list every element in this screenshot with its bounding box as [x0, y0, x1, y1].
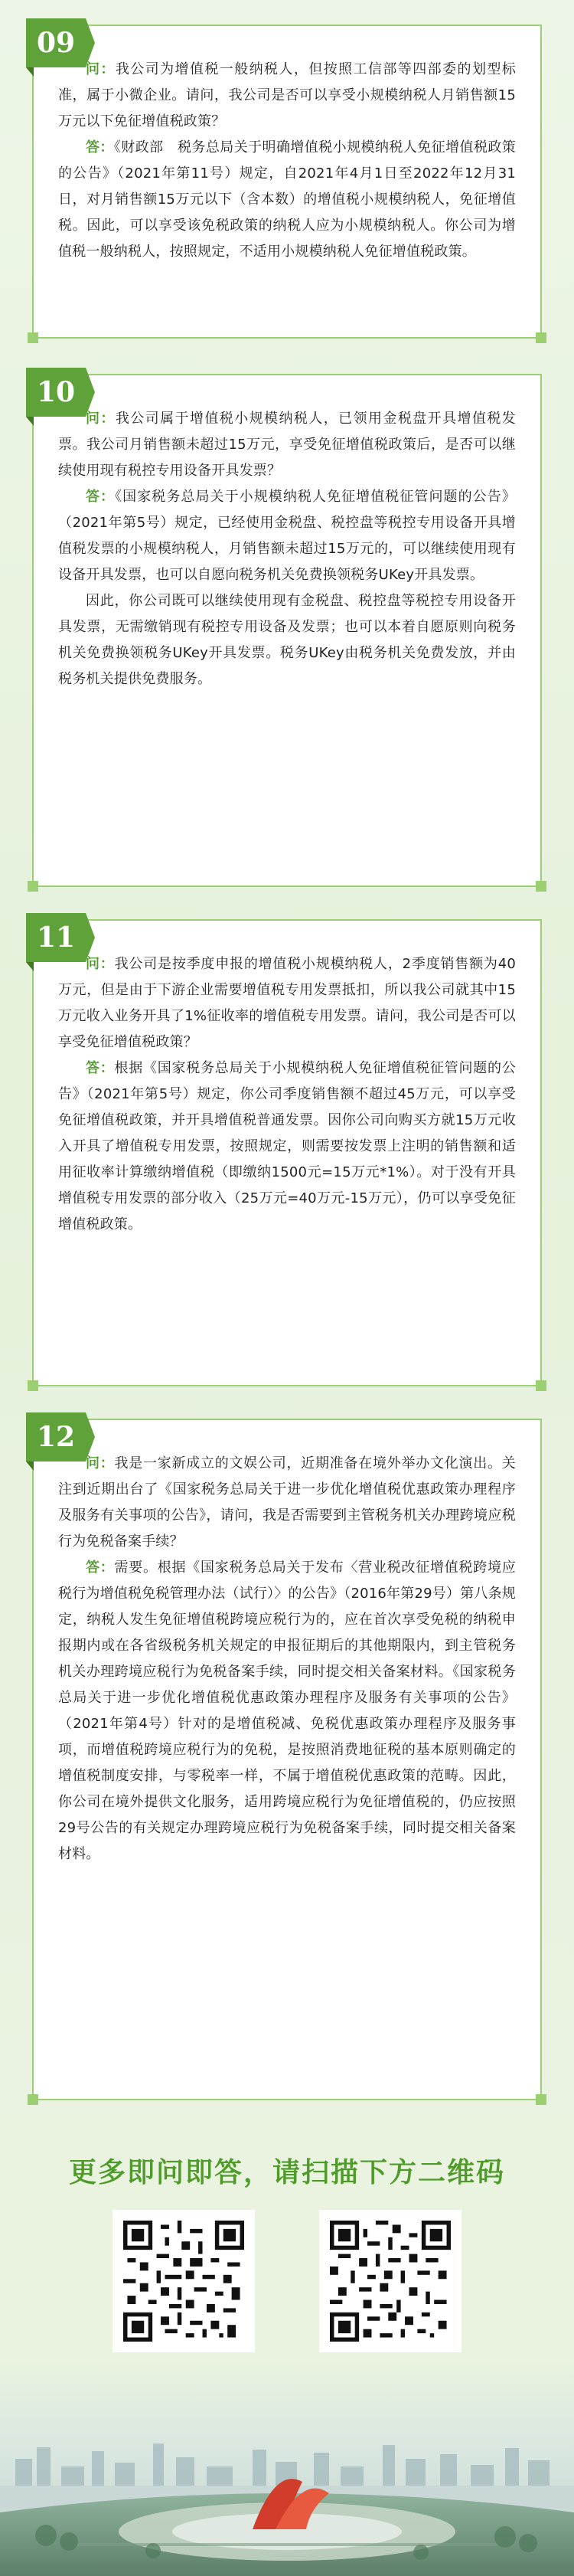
answer-paragraph: [58, 1555, 516, 1867]
footer-title: 更多即问即答，请扫描下方二维码: [68, 2156, 505, 2188]
city-skyline-illustration: [0, 2359, 574, 2576]
question-paragraph: [58, 57, 516, 135]
question-text: 我公司为增值税一般纳税人，但按照工信部等四部委的划型标准，属于小微企业。请问，我公司是否可以享受小规模纳税人月销售额15万元以下免征增值税政策？: [58, 61, 516, 129]
qr-code-image[interactable]: [113, 2210, 255, 2352]
card-number-badge: 12: [26, 1412, 86, 1461]
answer-text: 需要。根据《国家税务总局关于发布〈营业税改征增值税跨境应税行为增值税免税管理办法（试行）〉的公告》（2016年第29号）第八条规定，纳税人发生免征增值税跨境应税行为的，应在首次享受免税的纳税申报期内或在各省级税务机关规定的申报征期后的其他期限内，到主管税务机关办理跨境应税行为免税备案手续，同时提交相关备案材料。《国家税务总局关于进一步优化增值税优惠政策办理程序及服务有关事项的公告》（2021年第4号）针对的是增值税减、免税优惠政策办理程序及服务事项，而增值税跨境应税行为的免税，是按照消费地征税的基本原则确定的增值税制度安排，与零税率一样，不属于增值税优惠政策的范畴。因此，你公司在境外提供文化服务，适用跨境应税行为免征增值税的，仍应按照29号公告的有关规定办理跨境应税行为免税备案手续，同时提交相关备案材料。: [58, 1560, 516, 1862]
qr-code-image[interactable]: [319, 2210, 461, 2352]
question-label: 问：: [86, 1455, 115, 1471]
qr-code-first[interactable]: [113, 2210, 255, 2381]
answer-label: 答：: [86, 1560, 115, 1576]
card-body: [34, 921, 540, 1261]
qa-card-12: [32, 1419, 542, 2100]
card-corner-decoration: [28, 1380, 38, 1391]
question-paragraph: [58, 406, 516, 484]
card-corner-decoration: [536, 332, 546, 343]
question-text: 我是一家新成立的文娱公司，近期准备在境外举办文化演出。关注到近期出台了《国家税务总局关于进一步优化增值税优惠政策办理程序及服务有关事项的公告》，请问，我是否需要到主管税务机关办理跨境应税行为免税备案手续？: [58, 1455, 516, 1550]
question-paragraph: [58, 951, 516, 1056]
qa-card-11: [32, 919, 542, 1386]
card-body: [34, 26, 540, 288]
card-corner-decoration: [28, 881, 38, 892]
card-corner-decoration: [536, 1380, 546, 1391]
answer-text: 因此，你公司既可以继续使用现有金税盘、税控盘等税控专用设备开具发票，无需缴销现有税控专用设备及发票；也可以本着自愿原则向税务机关免费换领税务UKey开具发票。税务UKey由税务机关免费发放，并由税务机关提供免费服务。: [58, 593, 516, 687]
card-number-badge: 09: [26, 18, 86, 67]
question-text: 我公司是按季度申报的增值税小规模纳税人，2季度销售额为40万元，但是由于下游企业需要增值税专用发票抵扣，所以我公司就其中15万元收入业务开具了1%征收率的增值税专用发票。请问，我公司是否可以享受免征增值税政策？: [58, 956, 516, 1050]
card-body: [34, 1420, 540, 1890]
qr-pattern-icon: [123, 2221, 244, 2342]
answer-paragraph: [58, 484, 516, 588]
question-text: 我公司属于增值税小规模纳税人，已领用金税盘开具增值税发票。我公司月销售额未超过15万元，享受免征增值税政策后，是否可以继续使用现有税控专用设备开具发票？: [58, 411, 516, 479]
card-number-badge: 10: [26, 368, 86, 417]
answer-label: 答：: [86, 1060, 115, 1076]
answer-paragraph: [58, 588, 516, 692]
qr-code-second[interactable]: [319, 2210, 461, 2381]
answer-label: 答：: [86, 139, 114, 155]
card-body: [34, 375, 540, 715]
qa-card-09: [32, 25, 542, 339]
card-corner-decoration: [28, 2094, 38, 2105]
card-corner-decoration: [28, 332, 38, 343]
answer-label: 答：: [86, 489, 116, 505]
qr-pattern-icon: [330, 2221, 451, 2342]
answer-text: 根据《国家税务总局关于小规模纳税人免征增值税征管问题的公告》（2021年第5号）规定，你公司季度销售额不超过45万元，可以享受免征增值税政策，并开具增值税普通发票。因你公司向购买方就15万元收入开具了增值税专用发票，按照规定，则需要按发票上注明的销售额和适用征收率计算缴纳增值税（即缴纳1500元=15万元*1%）。对于没有开具增值税专用发票的部分收入（25万元=40万元-15万元），仍可以享受免征增值税政策。: [58, 1060, 516, 1232]
answer-paragraph: [58, 135, 516, 265]
answer-paragraph: [58, 1056, 516, 1238]
card-corner-decoration: [536, 881, 546, 892]
card-corner-decoration: [536, 2094, 546, 2105]
qa-card-10: [32, 374, 542, 887]
answer-text: 《财政部 税务总局关于明确增值税小规模纳税人免征增值税政策的公告》（2021年第11号）规定，自2021年4月1日至2022年12月31日，对月销售额15万元以下（含本数）的增值税小规模纳税人，免征增值税。因此，可以享受该免税政策的纳税人应为小规模纳税人。你公司为增值税一般纳税人，按照规定，不适用小规模纳税人免征增值税政策。: [58, 139, 516, 260]
question-label: 问：: [86, 61, 116, 77]
question-paragraph: [58, 1451, 516, 1555]
question-label: 问：: [86, 411, 116, 427]
answer-text: 《国家税务总局关于小规模纳税人免征增值税征管问题的公告》（2021年第5号）规定，已经使用金税盘、税控盘等税控专用设备开具增值税发票的小规模纳税人，月销售额未超过15万元的，可以继续使用现有设备开具发票，也可以自愿向税务机关免费换领税务UKey开具发票。: [58, 489, 516, 583]
card-number-badge: 11: [26, 913, 86, 962]
question-label: 问：: [86, 956, 115, 972]
